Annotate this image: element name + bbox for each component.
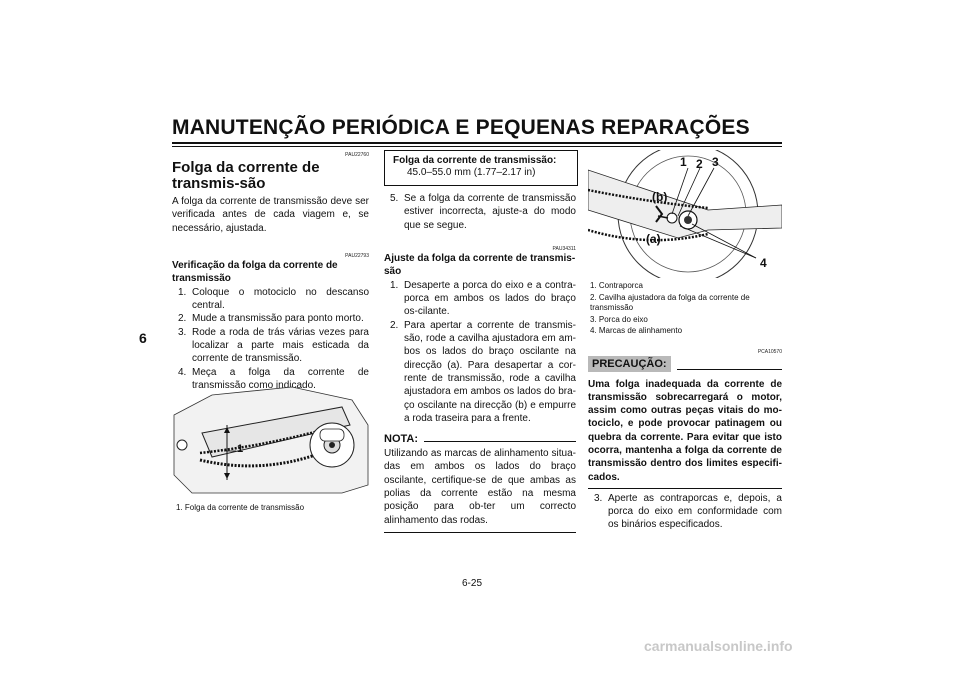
- nota-title: NOTA:: [384, 433, 419, 446]
- figure-caption: 1. Contraporca: [590, 281, 643, 290]
- precaucao-text: Uma folga inadequada da corrente de transmissão sobrecarregará o motor, assim como outras peças vitais do mo-tociclo, e pode provocar patinagem ou quebra da corrente. Para evitar que isto ocorra, mantenha a folga da corrente de transmissão dentro dos limites especifi-cados.: [588, 378, 782, 483]
- list-item: 1. Desaperte a porca do eixo e a contra-porca em ambos os lados do braço os-cilante.: [390, 279, 576, 318]
- spec-box: [384, 150, 578, 186]
- figure-label: 1: [237, 443, 244, 455]
- ref-code: PAU22793: [345, 252, 369, 259]
- spec-title: Folga da corrente de transmissão:: [393, 155, 557, 166]
- list-item: 4. Meça a folga da corrente de transmissão como indicado.: [178, 366, 369, 391]
- list-item: 2. Para apertar a corrente de transmis-são, rode a cavilha ajustadora em am-bos os lados do braço oscilante na direcção (a). Para desapertar a cor-rente de transmissão, rode a cavilha ajustadora em ambos os lados do bra-ço oscilante na direcção (b) e empurre a roda traseira para a frente.: [390, 319, 576, 424]
- figure-caption: 3. Porca do eixo: [590, 314, 648, 324]
- nota-text: Utilizando as marcas de alinhamento situa-das em ambos os lados do braço oscilante, certifique-se de que ambas as polias da corrente estão na mesma posição para ob-ter um correcto alinhamento das rodas.: [384, 448, 576, 526]
- list-item: 3. Aperte as contraporcas e, depois, a porca do eixo em conformidade com os binários especificados.: [594, 492, 782, 531]
- section-heading: Folga da corrente de transmis-são: [172, 159, 320, 192]
- figure-caption: 1. Folga da corrente de transmissão: [176, 503, 305, 512]
- chain-slack-figure: [172, 385, 369, 495]
- precaucao-end-rule: [588, 488, 782, 489]
- figure-label-4: 4: [760, 256, 767, 270]
- spec-value: 45.0–55.0 mm (1.77–2.17 in): [407, 167, 536, 178]
- figure-label-b: (b): [652, 190, 668, 204]
- intro-paragraph: A folga da corrente de transmissão deve ser verificada antes de cada viagem e, se necessário, ajustada.: [172, 196, 369, 234]
- title-rule: [172, 142, 782, 144]
- axle-adjuster-figure: [588, 150, 782, 278]
- title-rule-thin: [172, 146, 782, 147]
- swingarm-illustration: [172, 385, 369, 495]
- subsection-heading: Ajuste da folga da corrente de transmis-são: [384, 252, 576, 277]
- figure-label-2: 2: [696, 157, 703, 171]
- ref-code: PAU22760: [345, 152, 369, 158]
- figure-label-1: 1: [680, 155, 687, 169]
- list-item: 3. Rode a roda de trás várias vezes para localizar a parte mais esticada da corrente de transmissão.: [178, 326, 369, 365]
- figure-caption: 2. Cavilha ajustadora da folga da corrente de transmissão: [590, 292, 750, 312]
- ref-code: PCA10570: [757, 348, 782, 355]
- figure-caption: 4. Marcas de alinhamento: [590, 326, 683, 335]
- figure-label-a: (a): [646, 232, 661, 246]
- watermark: carmanualsonline.info: [644, 638, 793, 654]
- column-2: [384, 192, 576, 533]
- nota-header: [384, 433, 576, 445]
- ref-code: PAU34311: [552, 245, 576, 252]
- step-list: [178, 286, 369, 392]
- step-list: [390, 279, 576, 425]
- precaucao-label: PRECAUÇÃO:: [588, 356, 671, 372]
- precaucao-header: [588, 356, 782, 372]
- wheel-illustration: [588, 150, 782, 278]
- column-1: [172, 152, 369, 392]
- page-title: MANUTENÇÃO PERIÓDICA E PEQUENAS REPARAÇÕES: [172, 116, 750, 139]
- nota-rule: [424, 441, 576, 442]
- list-item: 5. Se a folga da corrente de transmissão estiver incorrecta, ajuste-a do modo que se segue.: [390, 193, 576, 231]
- chapter-tab: 6: [139, 330, 147, 346]
- list-item: 2. Mude a transmissão para ponto morto.: [178, 313, 364, 325]
- nota-end-rule: [384, 532, 576, 533]
- subsection-heading: Verificação da folga da corrente de transmissão: [172, 259, 338, 284]
- precaucao-rule: [677, 369, 782, 370]
- figure-label-3: 3: [712, 155, 719, 169]
- column-3: [588, 281, 782, 532]
- list-item: 1. Coloque o motociclo no descanso central.: [178, 286, 369, 312]
- page-number: 6-25: [462, 578, 483, 589]
